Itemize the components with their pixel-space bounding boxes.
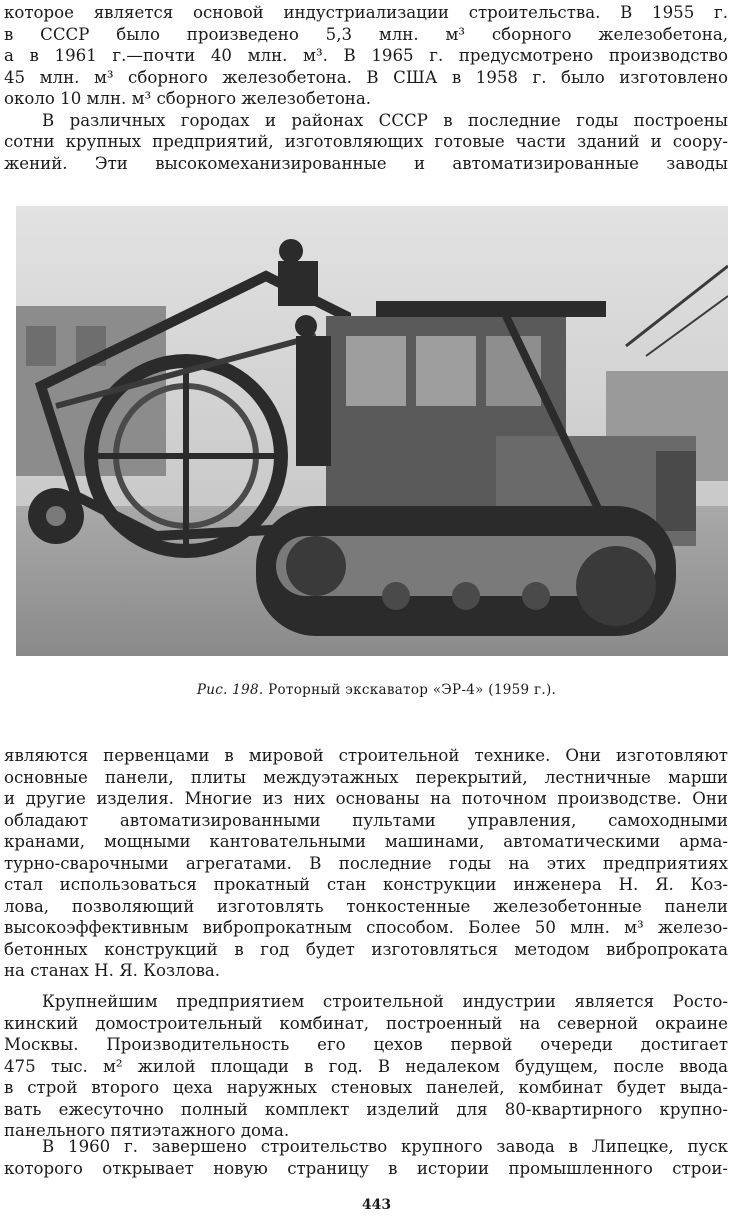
- paragraph-lipetsk: [4, 1136, 728, 1179]
- text-line: Крупнейшим предприятием строительной индустрии является Росто-: [42, 992, 728, 1011]
- page-number: 443: [361, 1197, 392, 1213]
- figure-caption-text: Роторный экскаватор «ЭР-4» (1959 г.).: [263, 682, 557, 698]
- text-line: на станах Н. Я. Козлова.: [4, 961, 221, 980]
- text-line: в строй второго цеха наружных стеновых панелей, комбинат будет выда-: [4, 1078, 728, 1097]
- text-line: бетонных конструкций в год будет изготовляться методом вибропроката: [4, 939, 728, 959]
- figure-caption: [0, 682, 753, 698]
- text-line: и другие изделия. Многие из них основаны на поточном производстве. Они: [4, 789, 728, 808]
- text-line: 45 млн. м³ сборного железобетона. В США в 1958 г. было изготовлено: [4, 67, 728, 87]
- text-line: являются первенцами в мировой строительной технике. Они изготовляют: [4, 746, 728, 765]
- text-line: В различных городах и районах СССР в последние годы построены: [42, 110, 728, 130]
- text-line: В 1960 г. завершено строительство крупного завода в Липецке, пуск: [42, 1137, 728, 1156]
- text-line: кинский домостроительный комбинат, построенный на северной окраине: [4, 1013, 728, 1033]
- text-line: турно-сварочными агрегатами. В последние годы на этих предприятиях: [4, 853, 728, 873]
- text-line: жений. Эти высокомеханизированные и автоматизированные заводы: [4, 153, 728, 173]
- text-line: высокоэффективным вибропрокатным способом. Более 50 млн. м³ железо-: [4, 918, 728, 937]
- text-line: Москвы. Производительность его цехов первой очереди достигает: [4, 1035, 728, 1054]
- text-line: около 10 млн. м³ сборного железобетона.: [4, 89, 372, 108]
- text-line: в СССР было произведено 5,3 млн. м³ сборного железобетона,: [4, 24, 728, 44]
- figure-number: Рис. 198.: [196, 682, 264, 698]
- text-line: основные панели, плиты междуэтажных перекрытий, лестничные марши: [4, 767, 728, 787]
- text-line: а в 1961 г.—почти 40 млн. м³. В 1965 г. предусмотрено производство: [4, 46, 728, 65]
- text-line: кранами, мощными кантовательными машинами, автоматическими арма-: [4, 832, 728, 851]
- text-line: сотни крупных предприятий, изготовляющих готовые части зданий и соору-: [4, 132, 728, 151]
- text-line: панельного пятиэтажного дома.: [4, 1121, 290, 1140]
- text-line: обладают автоматизированными пультами управления, самоходными: [4, 810, 728, 830]
- text-line: лова, позволяющий изготовлять тонкостенные железобетонные панели: [4, 896, 728, 916]
- text-line: стал использоваться прокатный стан конструкции инженера Н. Я. Коз-: [4, 875, 728, 894]
- paragraph-rostokino: [4, 991, 728, 1142]
- text-line: 475 тыс. м² жилой площади в год. В недалеком будущем, после ввода: [4, 1056, 728, 1076]
- excavator-photo-illustration: [16, 206, 728, 656]
- paragraph-factories: [4, 745, 728, 982]
- figure-photo-excavator: [16, 206, 728, 656]
- text-line: которое является основой индустриализации строительства. В 1955 г.: [4, 3, 728, 22]
- paragraph-intro: [4, 2, 728, 174]
- text-line: которого открывает новую страницу в истории промышленного строи-: [4, 1158, 728, 1178]
- text-line: вать ежесуточно полный комплект изделий для 80-квартирного крупно-: [4, 1099, 728, 1119]
